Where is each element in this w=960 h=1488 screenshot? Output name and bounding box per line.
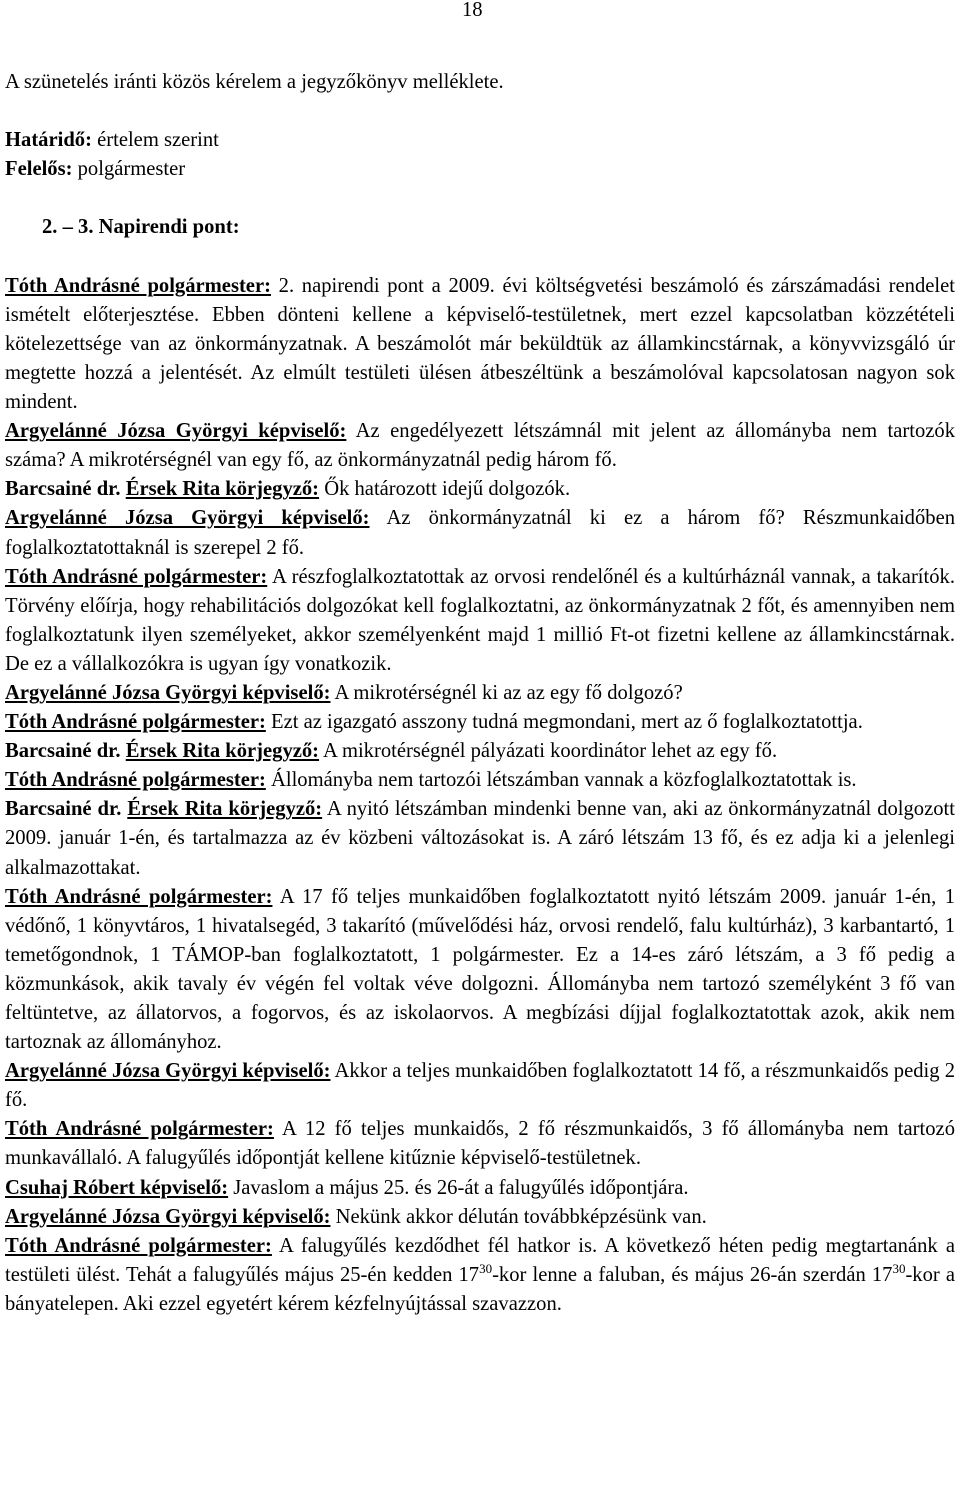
statement-text: Akkor a teljes munkaidőben foglalkoztatott 14 fő, a részmunkaidős pedig 2 fő.	[5, 1060, 955, 1112]
statement	[5, 504, 955, 562]
statement-text: A mikrotérségnél pályázati koordinátor lehet az egy fő.	[319, 740, 778, 763]
statement-text: Ők határozott idejű dolgozók.	[319, 478, 571, 501]
statement	[5, 1115, 955, 1173]
speaker-notary-title: Érsek Rita körjegyző:	[127, 798, 323, 821]
speaker-notary-title: Érsek Rita körjegyző:	[125, 740, 320, 763]
statement-text: Állományba nem tartozói létszámban vannak a közfoglalkoztatottak is.	[265, 769, 857, 792]
statement	[5, 1057, 955, 1115]
speaker-argyelanne: Argyelánné Józsa Györgyi képviselő:	[5, 681, 331, 704]
statement	[5, 272, 955, 417]
speaker-argyelanne: Argyelánné Józsa Györgyi képviselő:	[5, 1205, 331, 1228]
statement-text: A falugyűlés kezdődhet fél hatkor is. A következő héten pedig megtartanánk a testületi ülést. Tehát a falugyűlés május 25-én kedden 17	[5, 1234, 956, 1286]
speaker-notary-name: Barcsainé dr.	[5, 740, 121, 763]
statement-text: Az önkormányzatnál ki ez a három fő? Részmunkaidőben foglalkoztatottaknál is szerepel 2 fő.	[5, 507, 956, 559]
speaker-argyelanne: Argyelánné Józsa Györgyi képviselő:	[5, 507, 370, 530]
statement	[5, 1232, 955, 1319]
statement-text: 2. napirendi pont a 2009. évi költségvetési beszámoló és zárszámadási rendelet ismételt előterjesztése. Ebben dönteni kellene a képviselő-testületnek, mert ezzel kapcsolatban közzétételi kötelezettsége van az önkormányzatnak. A beszámolót már beküldtük az államkincstárnak, a könyvvizsgáló úr megtette hozzá a jelentését. Az elmúlt testületi ülésen átbeszéltünk a beszámolóval kapcsolatosan nagyon sok mindent.	[5, 274, 955, 414]
spacer	[5, 97, 955, 126]
spacer	[5, 184, 955, 213]
document-body	[5, 68, 955, 1319]
speaker-notary-name: Barcsainé dr.	[5, 478, 121, 501]
statement-text: Az engedélyezett létszámnál mit jelent az állományba nem tartozók száma? A mikrotérségnél van egy fő, az önkormányzatnál pedig három fő.	[5, 420, 956, 472]
speaker-mayor: Tóth Andrásné polgármester:	[5, 565, 268, 588]
statement	[5, 1203, 955, 1232]
statement-text: A részfoglalkoztatottak az orvosi rendelőnél és a kultúrháznál vannak, a takarítók. Törvény előírja, hogy rehabilitációs dolgozókat kell foglalkoztatni, az önkormányzatnak 2 főt, és amennyiben nem foglalkoztatunk ilyen személyeket, akkor személyenként majd 1 millió Ft-ot fizetni kellene az államkincstárnak. De ez a vállalkozókra is ugyan így vonatkozik.	[5, 565, 955, 675]
statement-text: A 12 fő teljes munkaidős, 2 fő részmunkaidős, 3 fő állományba nem tartozó munkavállaló. A falugyűlés időpontját kellene kitűznie képviselő-testületnek.	[5, 1118, 955, 1170]
page-number: 18	[462, 0, 483, 21]
statement-text: -kor lenne a faluban, és május 26-án szerdán 17	[492, 1263, 893, 1286]
deadline-label: Határidő:	[5, 129, 92, 152]
deadline-value: értelem szerint	[91, 129, 219, 152]
statement-text: -kor a bányatelepen. Aki ezzel egyetért kérem kézfelnyújtással szavazzon.	[5, 1263, 955, 1315]
statement-text: A mikrotérségnél ki az az egy fő dolgozó?	[330, 681, 683, 704]
responsible-line	[5, 155, 955, 184]
speaker-mayor: Tóth Andrásné polgármester:	[5, 769, 266, 792]
superscript: 30	[479, 1260, 493, 1276]
speaker-mayor: Tóth Andrásné polgármester:	[5, 885, 273, 908]
statement-text: Ezt az igazgató asszony tudná megmondani, mert az ő foglalkoztatottja.	[265, 711, 863, 734]
statement-text: Nekünk akkor délután továbbképzésünk van.	[330, 1205, 707, 1228]
intro-paragraph: A szünetelés iránti közös kérelem a jegyzőkönyv melléklete.	[5, 71, 504, 93]
statement-text: Javaslom a május 25. és 26-át a falugyűlés időpontjára.	[228, 1176, 689, 1199]
statement-text: A nyitó létszámban mindenki benne van, aki az önkormányzatnál dolgozott 2009. január 1-én, és tartalmazza az év közbeni változásokat is. A záró létszám 13 fő, és ez adja ki a jelenlegi alkalmazottakat.	[5, 798, 955, 879]
statement	[5, 417, 955, 475]
statement	[5, 563, 955, 679]
speaker-csuhaj: Csuhaj Róbert képviselő:	[5, 1176, 229, 1199]
responsible-value: polgármester	[72, 158, 186, 181]
statement	[5, 766, 955, 795]
superscript: 30	[892, 1260, 906, 1276]
agenda-heading: 2. – 3. Napirendi pont:	[42, 216, 240, 239]
speaker-argyelanne: Argyelánné Józsa Györgyi képviselő:	[5, 1060, 331, 1083]
deadline-line	[5, 126, 955, 155]
speaker-mayor: Tóth Andrásné polgármester:	[5, 274, 271, 297]
speaker-mayor: Tóth Andrásné polgármester:	[5, 711, 266, 734]
statement	[5, 883, 955, 1058]
speaker-mayor: Tóth Andrásné polgármester:	[5, 1234, 272, 1257]
speaker-argyelanne: Argyelánné Józsa Györgyi képviselő:	[5, 420, 347, 443]
statement	[5, 737, 955, 766]
statement-text: A 17 fő teljes munkaidőben foglalkoztatott nyitó létszám 2009. január 1-én, 1 védőnő, 1 könyvtáros, 1 hivatalsegéd, 3 takarító (művelődési ház, orvosi rendelő, falu kultúrház), 3 karbantartó, 1 temetőgondnok, 1 TÁMOP-ban foglalkoztatott, 1 polgármester. Ez a 14-es záró létszám, a 3 fő pedig a közmunkások, akik tavaly év végén fel voltak véve dolgozni. Állományba nem tartozó személyként 3 fő van feltüntetve, az állatorvos, a fogorvos, és az iskolaorvos. A megbízási díjjal foglalkoztatottak azok, akik nem tartoznak az állományhoz.	[5, 885, 956, 1054]
statement	[5, 795, 955, 882]
statement	[5, 679, 955, 708]
statement	[5, 708, 955, 737]
spacer	[5, 243, 955, 272]
speaker-mayor: Tóth Andrásné polgármester:	[5, 1118, 274, 1141]
responsible-label: Felelős:	[5, 158, 73, 181]
statement	[5, 1174, 955, 1203]
speaker-notary-title: Érsek Rita körjegyző:	[125, 478, 320, 501]
speaker-notary-name: Barcsainé dr.	[5, 798, 122, 821]
statement	[5, 475, 955, 504]
